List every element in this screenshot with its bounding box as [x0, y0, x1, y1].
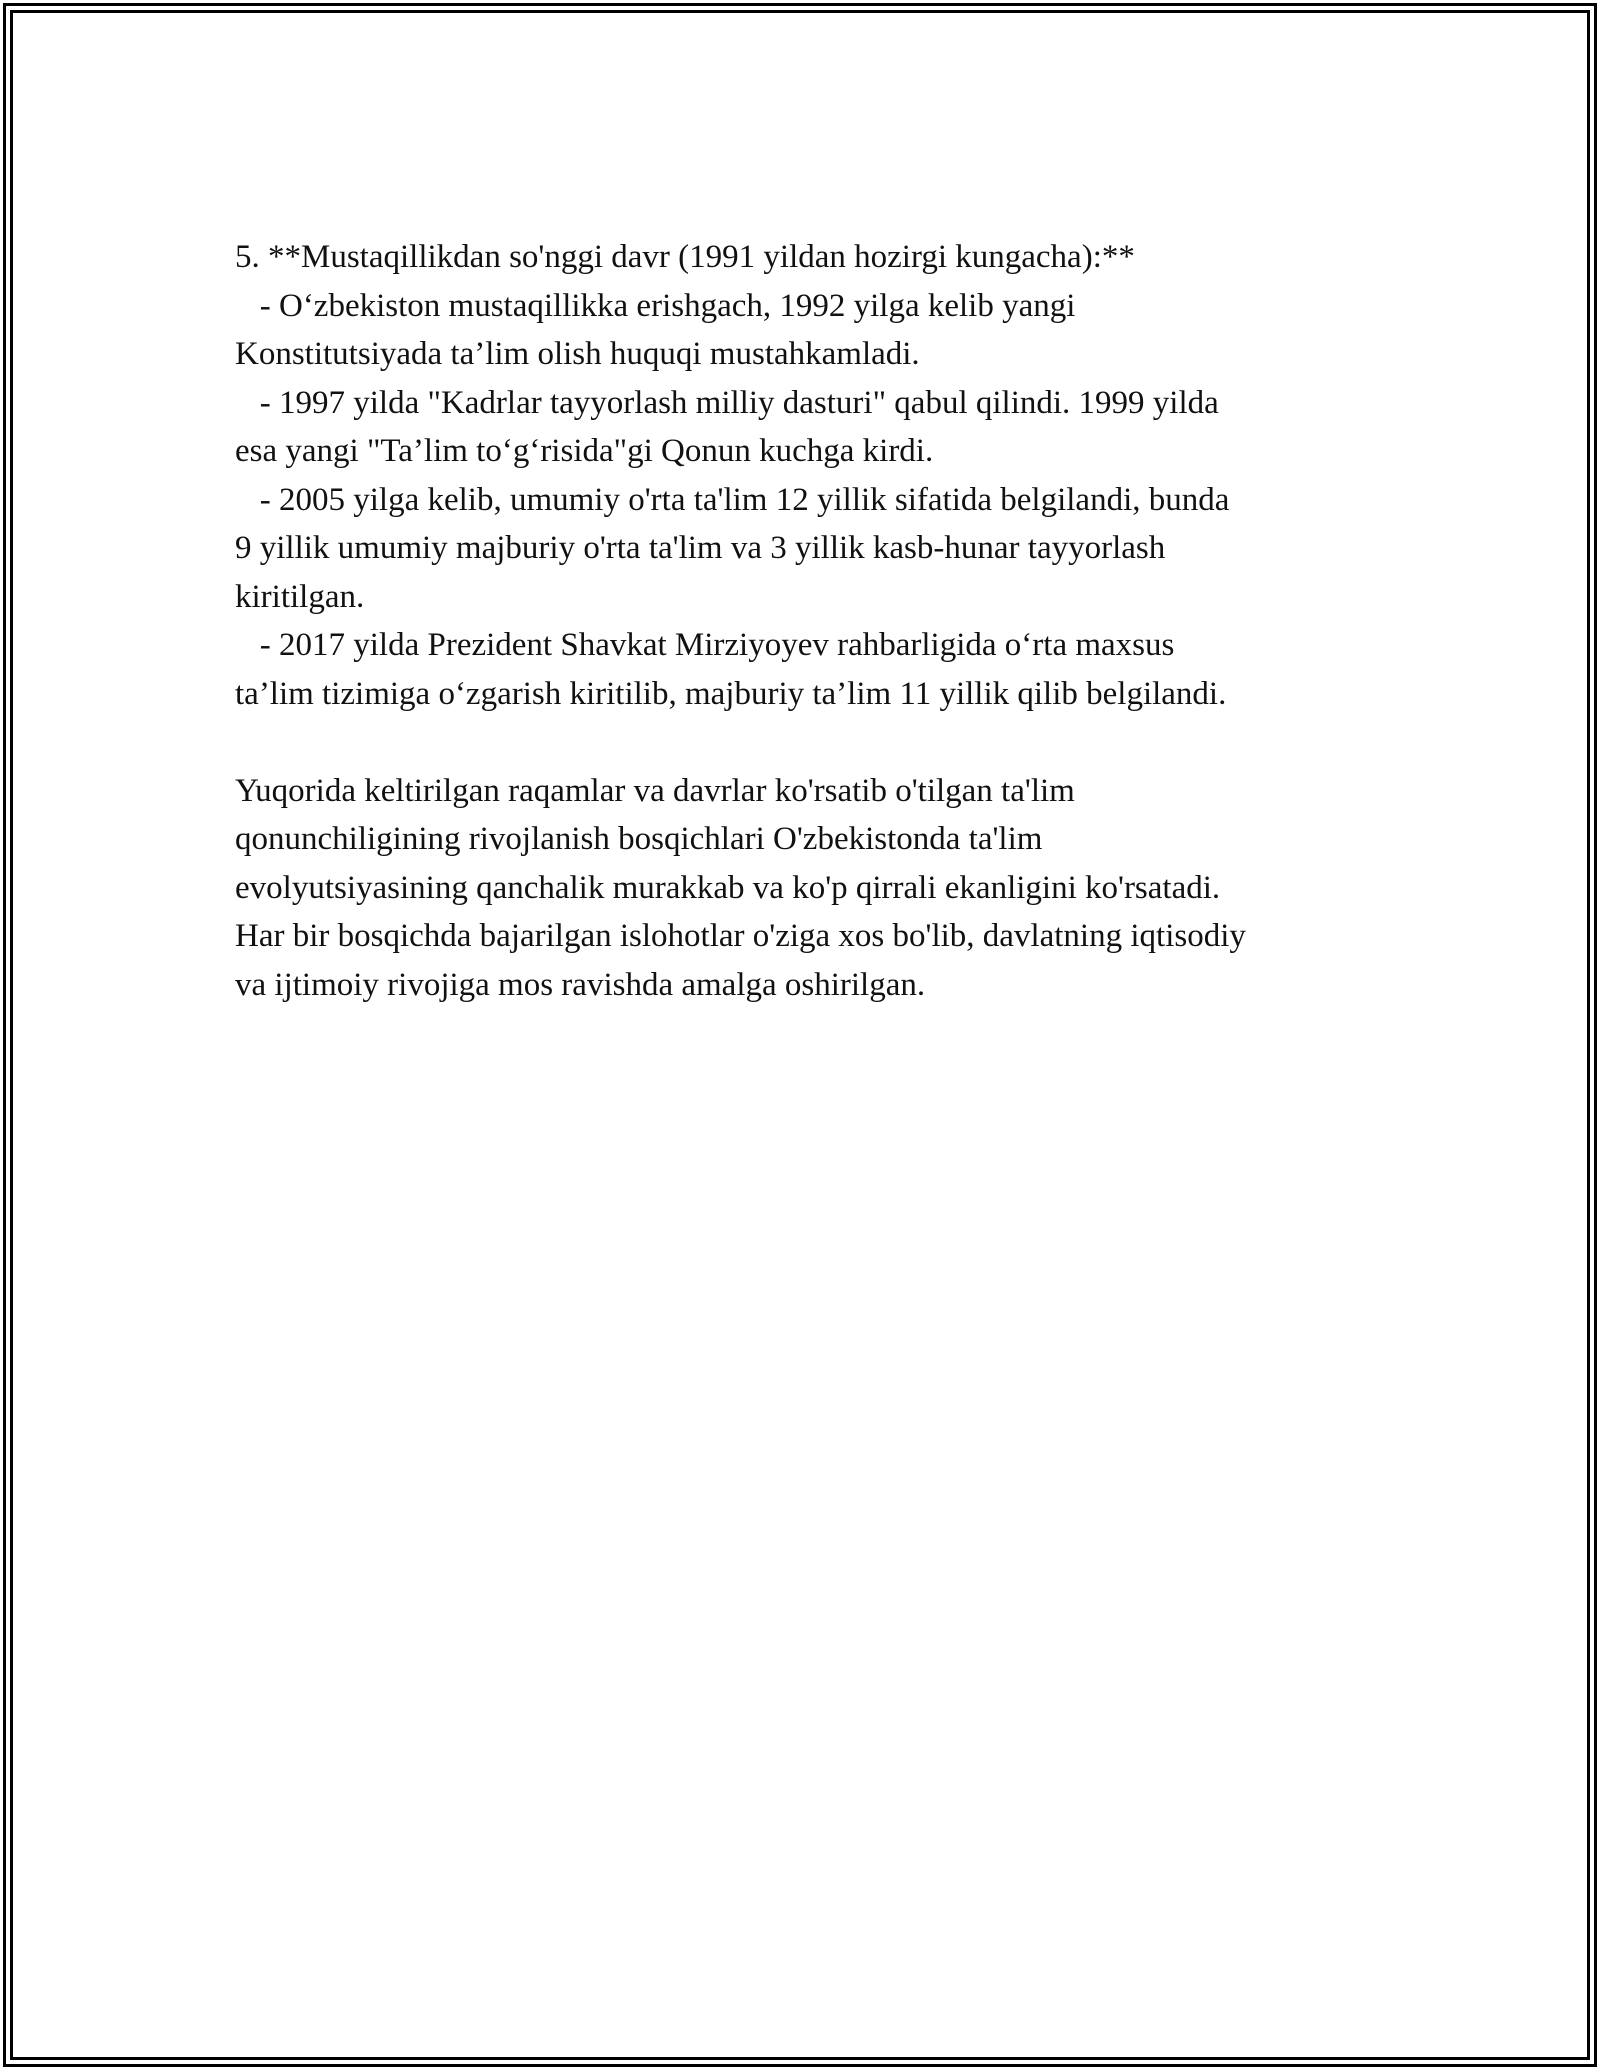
- bullet-line: Konstitutsiyada ta’lim olish huquqi mustahkamladi.: [235, 336, 920, 372]
- bullet-line: ta’lim tizimiga o‘zgarish kiritilib, majburiy ta’lim 11 yillik qilib belgilandi.: [235, 675, 1227, 712]
- bullet-line: esa yangi "Ta’lim to‘g‘risida"gi Qonun kuchga kirdi.: [235, 433, 934, 469]
- paragraph-spacer: [235, 718, 1385, 767]
- conclusion-paragraph: [235, 767, 1385, 1010]
- bullet-item: [235, 379, 1385, 476]
- paragraph-line: evolyutsiyasining qanchalik murakkab va ko'p qirrali ekanligini ko'rsatadi.: [235, 869, 1221, 906]
- bullet-line: 9 yillik umumiy majburiy o'rta ta'lim va 3 yillik kasb-hunar tayyorlash: [235, 530, 1166, 566]
- bullet-item: [235, 621, 1385, 718]
- document-body: [235, 233, 1385, 1009]
- bullet-line: - 2017 yilda Prezident Shavkat Mirziyoyev rahbarligida o‘rta maxsus: [235, 627, 1175, 663]
- paragraph-line: Har bir bosqichda bajarilgan islohotlar o'ziga xos bo'lib, davlatning iqtisodiy: [235, 918, 1246, 954]
- bullet-item: [235, 282, 1385, 379]
- bullet-line: - 1997 yilda "Kadrlar tayyorlash milliy dasturi" qabul qilindi. 1999 yilda: [235, 384, 1219, 421]
- bullet-line: kiritilgan.: [235, 578, 365, 615]
- bullet-item: [235, 476, 1385, 622]
- section-heading: 5. **Mustaqillikdan so'nggi davr (1991 yildan hozirgi kungacha):**: [235, 239, 1135, 275]
- bullet-line: - O‘zbekiston mustaqillikka erishgach, 1992 yilga kelib yangi: [235, 287, 1076, 324]
- paragraph-line: Yuqorida keltirilgan raqamlar va davrlar ko'rsatib o'tilgan ta'lim: [235, 772, 1075, 809]
- paragraph-line: qonunchiligining rivojlanish bosqichlari O'zbekistonda ta'lim: [235, 821, 1043, 857]
- bullet-line: - 2005 yilga kelib, umumiy o'rta ta'lim 12 yillik sifatida belgilandi, bunda: [235, 481, 1230, 518]
- paragraph-line: va ijtimoiy rivojiga mos ravishda amalga oshirilgan.: [235, 966, 926, 1003]
